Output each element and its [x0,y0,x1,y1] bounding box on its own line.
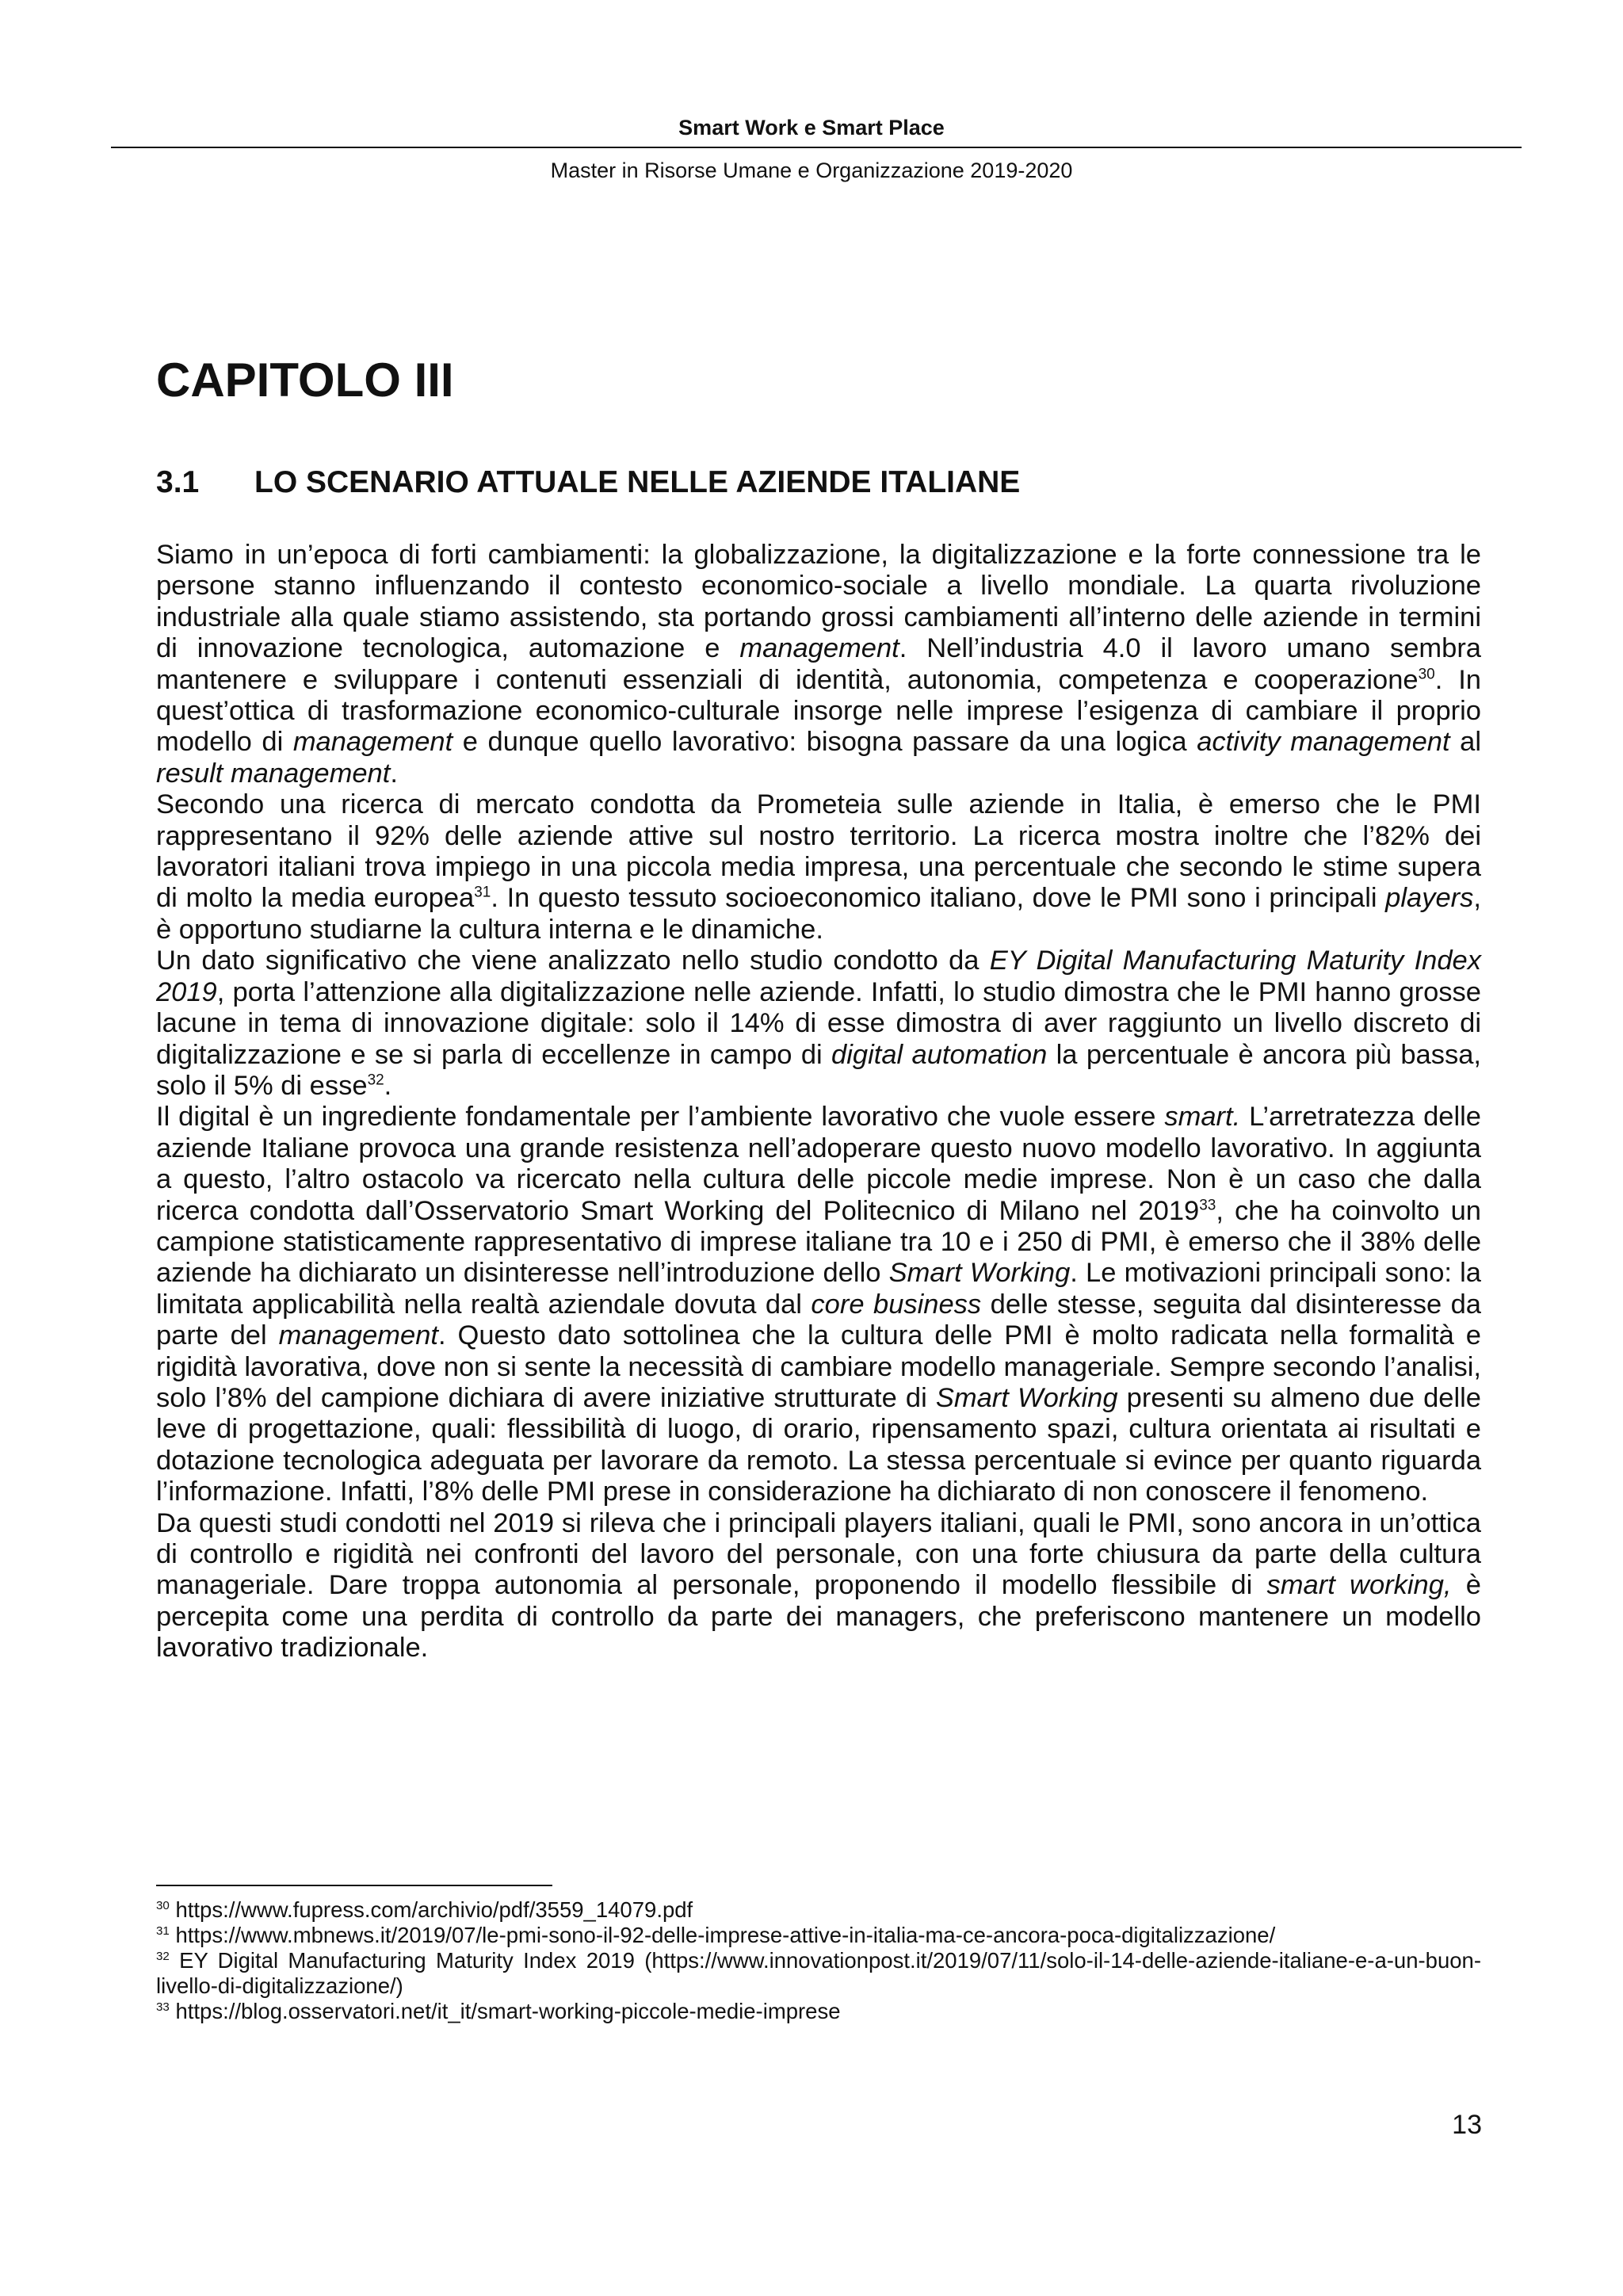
footnote-ref: 31 [474,884,491,901]
footnote-number: 30 [156,1898,170,1912]
italic-term: management [278,1320,438,1351]
italic-term: core business [811,1289,982,1320]
footnote-number: 33 [156,2000,170,2014]
chapter-title: CAPITOLO III [156,353,454,407]
paragraph: Siamo in un’epoca di forti cambiamenti: la globalizzazione, la digitalizzazione e la forte connessione tra le persone stanno influenzando il contesto economico-sociale a livello mondiale. La quarta rivoluzione industriale alla quale stiamo assistendo, sta portando grossi cambiamenti all’interno delle aziende in termini di innovazione tecnologica, automazione e management. Nell’industria 4.0 il lavoro umano sembra mantenere e sviluppare i contenuti essenziali di identità, autonomia, competenza e cooperazione$^{30}$. In quest’ottica di trasformazione economico-culturale insorge nelle imprese l’esigenza di cambiare il proprio modello di management e dunque quello lavorativo: bisogna passare da una logica activity management al result management. [156,540,1481,789]
paragraph: Il digital è un ingrediente fondamentale per l’ambiente lavorativo che vuole essere smart. L’arretratezza delle aziende Italiane provoca una grande resistenza nell’adoperare questo nuovo modello lavorativo. In aggiunta a questo, l’altro ostacolo va ricercato nella cultura delle piccole medie imprese. Non è un caso che dalla ricerca condotta dall’Osservatorio Smart Working del Politecnico di Milano nel 2019$^{33}$, che ha coinvolto un campione statisticamente rappresentativo di imprese italiane tra 10 e i 250 di PMI, è emerso che il 38% delle aziende ha dichiarato un disinteresse nell’introduzione dello Smart Working. Le motivazioni principali sono: la limitata applicabilità nella realtà aziendale dovuta dal core business delle stesse, seguita dal disinteresse da parte del management. Questo dato sottolinea che la cultura delle PMI è molto radicata nella formalità e rigidità lavorativa, dove non si sente la necessità di cambiare modello manageriale. Sempre secondo l’analisi, solo l’8% del campione dichiara di avere iniziative strutturate di Smart Working presenti su almeno due delle leve di progettazione, quali: flessibilità di luogo, di orario, ripensamento spazi, cultura orientata ai risultati e dotazione tecnologica adeguata per lavorare da remoto. La stessa percentuale si evince per quanto riguarda l’informazione. Infatti, l’8% delle PMI prese in considerazione ha dichiarato di non conoscere il fenomeno. [156,1102,1481,1507]
running-header-title: Smart Work e Smart Place [678,116,945,139]
italic-term: result management [156,758,391,789]
header-rule [111,147,1522,148]
italic-term: management [292,727,453,758]
italic-term: EY Digital Manufacturing Maturity Index 2019 [156,946,1481,1007]
italic-term: smart working, [1266,1570,1452,1601]
italic-term: activity management [1197,727,1450,758]
section-title: LO SCENARIO ATTUALE NELLE AZIENDE ITALIANE [254,465,1021,499]
footnote-text[interactable]: EY Digital Manufacturing Maturity Index 2019 (https://www.innovationpost.it/2019/07/11/solo-il-14-delle-aziende-italiane-e-a-un-buon-livello-di-digitalizzazione/) [156,1948,1481,1998]
footnote [156,1923,1481,1948]
footnote [156,1897,1481,1923]
page-number: 13 [1452,2110,1482,2140]
section-heading [156,464,1020,502]
footnote-number: 31 [156,1924,170,1938]
footnote-link[interactable]: https://www.fupress.com/archivio/pdf/3559_14079.pdf [175,1897,693,1922]
footnote-ref: 32 [367,1072,384,1089]
running-header-subtitle: Master in Risorse Umane e Organizzazione 2019-2020 [550,159,1073,182]
footnote [156,1948,1481,1999]
paragraph: Secondo una ricerca di mercato condotta da Prometeia sulle aziende in Italia, è emerso che le PMI rappresentano il 92% delle aziende attive sul nostro territorio. La ricerca mostra inoltre che l’82% dei lavoratori italiani trova impiego in una piccola media impresa, una percentuale che secondo le stime supera di molto la media europea$^{31}$. In questo tessuto socioeconomico italiano, dove le PMI sono i principali players, è opportuno studiarne la cultura interna e le dinamiche. [156,789,1481,945]
section-number: 3.1 [156,465,200,499]
footnote-ref: 30 [1418,666,1435,683]
paragraph: Da questi studi condotti nel 2019 si rileva che i principali players italiani, quali le PMI, sono ancora in un’ottica di controllo e rigidità nei confronti del lavoro del personale, con una forte chiusura da parte della cultura manageriale. Dare troppa autonomia al personale, proponendo il modello flessibile di smart working, è percepita come una perdita di controllo da parte dei managers, che preferiscono mantenere un modello lavorativo tradizionale. [156,1507,1481,1664]
body-text [156,540,1481,1664]
italic-term: management [739,633,899,664]
footnote-number: 32 [156,1949,170,1963]
footnote-link[interactable]: https://blog.osservatori.net/it_it/smart-working-piccole-medie-imprese [175,1999,841,2023]
footnote [156,1999,1481,2024]
footnote-ref: 33 [1199,1197,1216,1214]
footnotes [156,1897,1481,2024]
italic-term: Smart Working [935,1382,1118,1413]
footnote-link[interactable]: https://www.mbnews.it/2019/07/le-pmi-sono-il-92-delle-imprese-attive-in-italia-ma-ce-ancora-poca-digitalizzazione/ [175,1923,1276,1947]
paragraph: Un dato significativo che viene analizzato nello studio condotto da EY Digital Manufacturing Maturity Index 2019, porta l’attenzione alla digitalizzazione nelle aziende. Infatti, lo studio dimostra che le PMI hanno grosse lacune in tema di innovazione digitale: solo il 14% di esse dimostra di aver raggiunto un livello discreto di digitalizzazione e se si parla di eccellenze in campo di digital automation la percentuale è ancora più bassa, solo il 5% di esse$^{32}$. [156,946,1481,1101]
italic-term: digital automation [831,1039,1048,1070]
italic-term: Smart Working [888,1258,1071,1289]
footnote-rule [156,1885,552,1886]
italic-term: players [1385,883,1474,914]
italic-term: smart. [1164,1102,1241,1133]
